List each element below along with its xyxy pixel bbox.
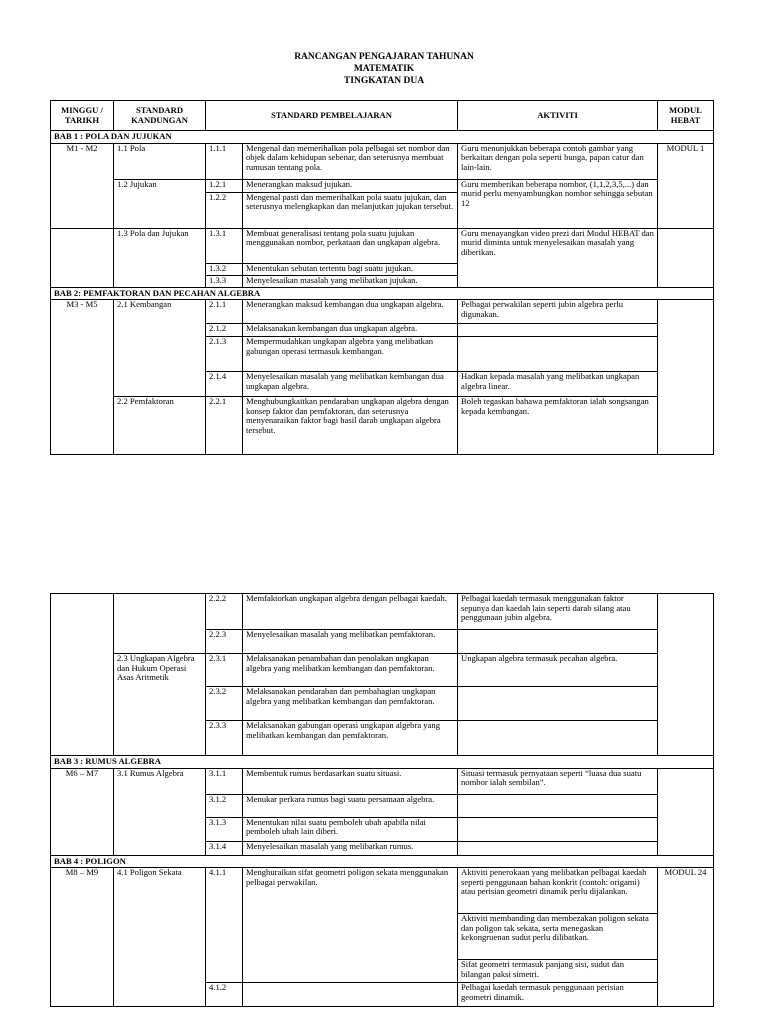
column-header-minggu: MINGGU / TARIKH bbox=[51, 101, 114, 131]
activity-text bbox=[458, 337, 658, 372]
week-cell: M3 - M5 bbox=[51, 300, 114, 455]
activity-text: Boleh tegaskan bahawa pemfaktoran ialah songsangan kepada kembangan. bbox=[458, 397, 658, 455]
learning-standard-code: 2.3.2 bbox=[206, 687, 243, 721]
learning-standard-code: 2.2.1 bbox=[206, 397, 243, 455]
activity-text: Guru memberikan beberapa nombor, (1,1,2,3,5,...) dan murid perlu menyambungkan nombor sehingga sebutan 12 bbox=[458, 179, 658, 228]
learning-standard-text: Menerangkan maksud jujukan. bbox=[243, 179, 458, 192]
activity-text: Aktiviti membanding dan membezakan poligon sekata dan poligon tak sekata, serta menegaskan kekongruenan sudut perlu dilibatkan. bbox=[458, 914, 658, 960]
activity-text bbox=[458, 794, 658, 817]
learning-standard-code: 3.1.1 bbox=[206, 768, 243, 794]
learning-standard-text: Menyelesaikan masalah yang melibatkan kembangan dua ungkapan algebra. bbox=[243, 372, 458, 397]
document-title-line2: MATEMATIK bbox=[353, 64, 415, 74]
week-cell-empty bbox=[51, 228, 114, 287]
rpt-table-page2 bbox=[50, 593, 714, 1007]
learning-standard-text: Menyelesaikan masalah yang melibatkan rumus. bbox=[243, 841, 458, 855]
learning-standard-text: Menerangkan maksud kembangan dua ungkapan algebra. bbox=[243, 300, 458, 324]
learning-standard-code: 2.1.4 bbox=[206, 372, 243, 397]
content-standard: 1.2 Jujukan bbox=[114, 179, 206, 228]
learning-standard-code: 2.3.3 bbox=[206, 721, 243, 756]
column-header-modul: MODUL HEBAT bbox=[658, 101, 714, 131]
column-header-standard-kandungan: STANDARD KANDUNGAN bbox=[114, 101, 206, 131]
learning-standard-code: 1.3.3 bbox=[206, 275, 243, 287]
activity-text bbox=[458, 721, 658, 756]
learning-standard-text: Menyelesaikan masalah yang melibatkan jujukan. bbox=[243, 275, 458, 287]
activity-text: Guru menunjukkan beberapa contoh gambar yang berkaitan dengan pola seperti bunga, papan catur dan lain-lain. bbox=[458, 143, 658, 179]
activity-text: Hadkan kepada masalah yang melibatkan ungkapan algebra linear. bbox=[458, 372, 658, 397]
activity-text: Guru menayangkan video prezi dari Modul HEBAT dan murid diminta untuk menyelesaikan masalah yang diberikan. bbox=[458, 228, 658, 287]
activity-text bbox=[458, 687, 658, 721]
learning-standard-text: Menentukan sebutan tertentu bagi suatu jujukan. bbox=[243, 263, 458, 275]
learning-standard-code: 3.1.2 bbox=[206, 794, 243, 817]
learning-standard-code: 1.1.1 bbox=[206, 143, 243, 179]
activity-text bbox=[458, 630, 658, 654]
learning-standard-text: Membentuk rumus berdasarkan suatu situasi. bbox=[243, 768, 458, 794]
learning-standard-code: 2.3.1 bbox=[206, 654, 243, 687]
learning-standard-code: 1.3.2 bbox=[206, 263, 243, 275]
week-cell: M8 – M9 bbox=[51, 868, 114, 1007]
learning-standard-text: Menentukan nilai suatu pemboleh ubah apabila nilai pemboleh ubah lain diberi. bbox=[243, 817, 458, 841]
chapter-heading: BAB 1 : POLA DAN JUJUKAN bbox=[51, 131, 714, 144]
learning-standard-code: 4.1.1 bbox=[206, 868, 243, 983]
learning-standard-text: Menghuraikan sifat geometri poligon sekata menggunakan pelbagai perwakilan. bbox=[243, 868, 458, 983]
activity-text: Ungkapan algebra termasuk pecahan algebra. bbox=[458, 654, 658, 687]
document-title-line1: RANCANGAN PENGAJARAN TAHUNAN bbox=[294, 52, 474, 62]
learning-standard-text: Membuat generalisasi tentang pola suatu jujukan menggunakan nombor, perkataan dan ungkapan algebra. bbox=[243, 228, 458, 263]
module-cell-empty bbox=[658, 594, 714, 756]
activity-text: Pelbagai kaedah termasuk penggunaan perisian geometri dinamik. bbox=[458, 983, 658, 1007]
module-cell-empty bbox=[658, 300, 714, 455]
content-standard: 2.1 Kembangan bbox=[114, 300, 206, 397]
activity-text: Pelbagai perwakilan seperti jubin algebra perlu digunakan. bbox=[458, 300, 658, 324]
activity-text: Situasi termasuk pernyataan seperti “luasa dua suatu nombor ialah sembilan”. bbox=[458, 768, 658, 794]
learning-standard-text: Memfaktorkan ungkapan algebra dengan pelbagai kaedah. bbox=[243, 594, 458, 630]
learning-standard-code: 1.2.1 bbox=[206, 179, 243, 192]
learning-standard-text: Mempermudahkan ungkapan algebra yang melibatkan gabungan operasi termasuk kembangan. bbox=[243, 337, 458, 372]
learning-standard-text: Mengenal pasti dan memerihalkan pola suatu jujukan, dan seterusnya melengkapkan dan melanjutkan jujukan tersebut. bbox=[243, 192, 458, 228]
column-header-standard-pembelajaran: STANDARD PEMBELAJARAN bbox=[206, 101, 458, 131]
activity-text: Aktiviti penerokaan yang melibatkan pelbagai kaedah seperti penggunaan bahan konkrit (contoh: origami) atau perisian geometri dinamik perlu dijalankan. bbox=[458, 868, 658, 914]
module-cell-empty bbox=[658, 768, 714, 855]
rpt-table-page1 bbox=[50, 100, 714, 455]
learning-standard-text: Mengenal dan memerihalkan pola pelbagai set nombor dan objek dalam kehidupan sebenar, dan seterusnya membuat rumusan tentang pola. bbox=[243, 143, 458, 179]
module-cell: MODUL 24 bbox=[658, 868, 714, 1007]
activity-text bbox=[458, 817, 658, 841]
activity-text: Sifat geometri termasuk panjang sisi, sudut dan bilangan paksi simetri. bbox=[458, 960, 658, 983]
content-standard: 2.2 Pemfaktoran bbox=[114, 397, 206, 455]
learning-standard-text: Menghubungkaitkan pendaraban ungkapan algebra dengan konsep faktor dan pemfaktoran, dan seterusnya menyenaraikan faktor bagi hasil darab ungkapan algebra tersebut. bbox=[243, 397, 458, 455]
content-standard: 4.1 Poligon Sekata bbox=[114, 868, 206, 1007]
activity-text bbox=[458, 324, 658, 337]
document-title-line3: TINGKATAN DUA bbox=[343, 76, 425, 86]
learning-standard-text: Melaksanakan penambahan dan penolakan ungkapan algebra yang melibatkan kembangan dan pemfaktoran. bbox=[243, 654, 458, 687]
content-standard: 3.1 Rumus Algebra bbox=[114, 768, 206, 855]
learning-standard-text: Melaksanakan gabungan operasi ungkapan algebra yang melibatkan kembangan dan pemfaktoran. bbox=[243, 721, 458, 756]
module-cell: MODUL 1 bbox=[658, 143, 714, 228]
column-header-aktiviti: AKTIVITI bbox=[458, 101, 658, 131]
learning-standard-text: Melaksanakan pendaraban dan pembahagian ungkapan algebra yang melibatkan kembangan dan pemfaktoran. bbox=[243, 687, 458, 721]
learning-standard-code: 3.1.3 bbox=[206, 817, 243, 841]
learning-standard-code: 2.2.3 bbox=[206, 630, 243, 654]
content-standard: 1.3 Pola dan Jujukan bbox=[114, 228, 206, 287]
learning-standard-code: 2.1.1 bbox=[206, 300, 243, 324]
week-cell: M1 - M2 bbox=[51, 143, 114, 228]
activity-text bbox=[458, 841, 658, 855]
week-cell-empty bbox=[51, 594, 114, 756]
learning-standard-text bbox=[243, 983, 458, 1007]
activity-text: Pelbagai kaedah termasuk menggunakan faktor sepunya dan kaedah lain seperti darab silang atau penggunaan jubin algebra. bbox=[458, 594, 658, 630]
learning-standard-text: Melaksanakan kembangan dua ungkapan algebra. bbox=[243, 324, 458, 337]
learning-standard-code: 3.1.4 bbox=[206, 841, 243, 855]
learning-standard-code: 2.1.2 bbox=[206, 324, 243, 337]
learning-standard-text: Menyelesaikan masalah yang melibatkan pemfaktoran. bbox=[243, 630, 458, 654]
content-standard: 2.3 Ungkapan Algebra dan Hukum Operasi Asas Aritmetik bbox=[114, 654, 206, 756]
content-standard-empty bbox=[114, 594, 206, 654]
learning-standard-code: 4.1.2 bbox=[206, 983, 243, 1007]
module-cell-empty bbox=[658, 228, 714, 287]
learning-standard-code: 2.2.2 bbox=[206, 594, 243, 630]
chapter-heading: BAB 3 : RUMUS ALGEBRA bbox=[51, 756, 714, 769]
learning-standard-text: Menukar perkara rumus bagi suatu persamaan algebra. bbox=[243, 794, 458, 817]
week-cell: M6 – M7 bbox=[51, 768, 114, 855]
learning-standard-code: 1.3.1 bbox=[206, 228, 243, 263]
content-standard: 1.1 Pola bbox=[114, 143, 206, 179]
chapter-heading: BAB 2: PEMFAKTORAN DAN PECAHAN ALGEBRA bbox=[51, 287, 714, 300]
chapter-heading: BAB 4 : POLIGON bbox=[51, 855, 714, 868]
learning-standard-code: 2.1.3 bbox=[206, 337, 243, 372]
learning-standard-code: 1.2.2 bbox=[206, 192, 243, 228]
